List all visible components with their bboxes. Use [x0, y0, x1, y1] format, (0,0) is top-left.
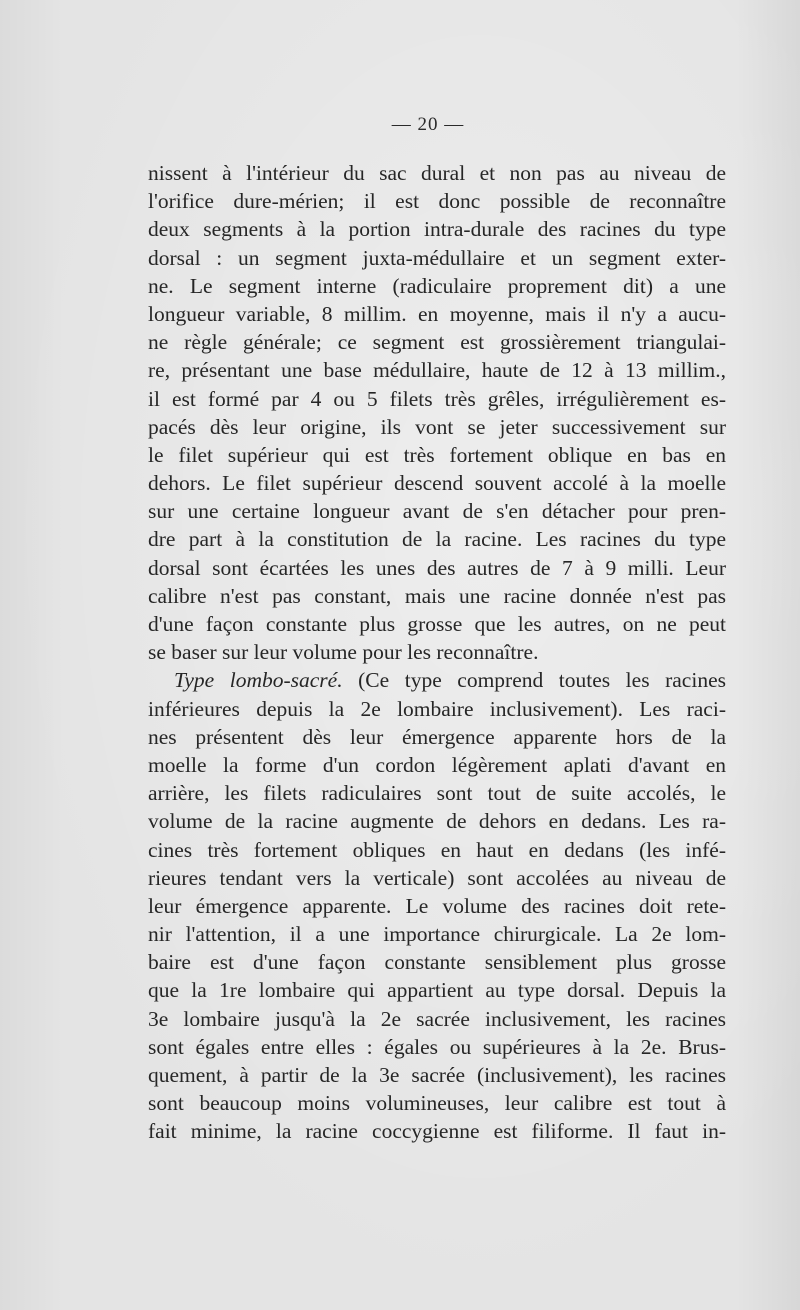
text-line: pacés dès leur origine, ils vont se jeter successivement sur [148, 414, 726, 439]
text-line: cines très fortement obliques en haut en dedans (les infé- [148, 837, 726, 862]
text-line: re, présentant une base médullaire, haute de 12 à 13 millim., [148, 358, 726, 383]
text-line: volume de la racine augmente de dehors en dedans. Les ra- [148, 809, 726, 834]
text-line: longueur variable, 8 millim. en moyenne, mais il n'y a aucu- [148, 301, 726, 326]
text-line: deux segments à la portion intra-durale des racines du type [148, 217, 726, 242]
text-line: dre part à la constitution de la racine. Les racines du type [148, 527, 726, 552]
text-line: l'orifice dure-mérien; il est donc possible de reconnaître [148, 189, 726, 214]
text-line: nissent à l'intérieur du sac dural et non pas au niveau de [148, 161, 726, 185]
text-line: ne règle générale; ce segment est grossièrement triangulai- [148, 330, 726, 355]
section-first-line-text: (Ce type comprend toutes les racines [358, 668, 726, 693]
section-first-line [148, 666, 726, 694]
text-line: sont égales entre elles : égales ou supérieures à la 2e. Brus- [148, 1034, 726, 1059]
text-line: nes présentent dès leur émergence apparente hors de la [148, 724, 726, 749]
text-line: le filet supérieur qui est très fortement oblique en bas en [148, 442, 726, 467]
text-line: sont beaucoup moins volumineuses, leur calibre est tout à [148, 1091, 726, 1116]
text-line: 3e lombaire jusqu'à la 2e sacrée inclusivement, les racines [148, 1006, 726, 1031]
text-line: nir l'attention, il a une importance chirurgicale. La 2e lom- [148, 922, 726, 947]
text-line: moelle la forme d'un cordon légèrement aplati d'avant en [148, 752, 726, 777]
text-line: que la 1re lombaire qui appartient au type dorsal. Depuis la [148, 978, 726, 1003]
section-heading: Type lombo-sacré. [174, 668, 343, 693]
page-number: — 20 — [391, 114, 465, 135]
text-line: sur une certaine longueur avant de s'en détacher pour pren- [148, 499, 726, 524]
text-line: fait minime, la racine coccygienne est filiforme. Il faut in- [148, 1119, 726, 1144]
text-line: leur émergence apparente. Le volume des racines doit rete- [148, 893, 726, 918]
body-text [148, 159, 726, 1146]
text-line: ne. Le segment interne (radiculaire proprement dit) a une [148, 273, 726, 298]
text-line: dorsal : un segment juxta-médullaire et un segment exter- [148, 245, 726, 270]
text-line: baire est d'une façon constante sensiblement plus grosse [148, 950, 726, 975]
text-line: inférieures depuis la 2e lombaire inclusivement). Les raci- [148, 696, 726, 721]
text-line: il est formé par 4 ou 5 filets très grêles, irrégulièrement es- [148, 386, 726, 411]
text-line: dehors. Le filet supérieur descend souvent accolé à la moelle [148, 471, 726, 496]
text-line: se baser sur leur volume pour les reconnaître. [148, 640, 539, 665]
text-line: arrière, les filets radiculaires sont tout de suite accolés, le [148, 781, 726, 806]
text-line: calibre n'est pas constant, mais une racine donnée n'est pas [148, 583, 726, 608]
text-line: dorsal sont écartées les unes des autres de 7 à 9 milli. Leur [148, 555, 726, 580]
text-line: d'une façon constante plus grosse que les autres, on ne peut [148, 612, 726, 636]
text-line: rieures tendant vers la verticale) sont accolées au niveau de [148, 865, 726, 890]
text-line: quement, à partir de la 3e sacrée (inclusivement), les racines [148, 1063, 726, 1087]
